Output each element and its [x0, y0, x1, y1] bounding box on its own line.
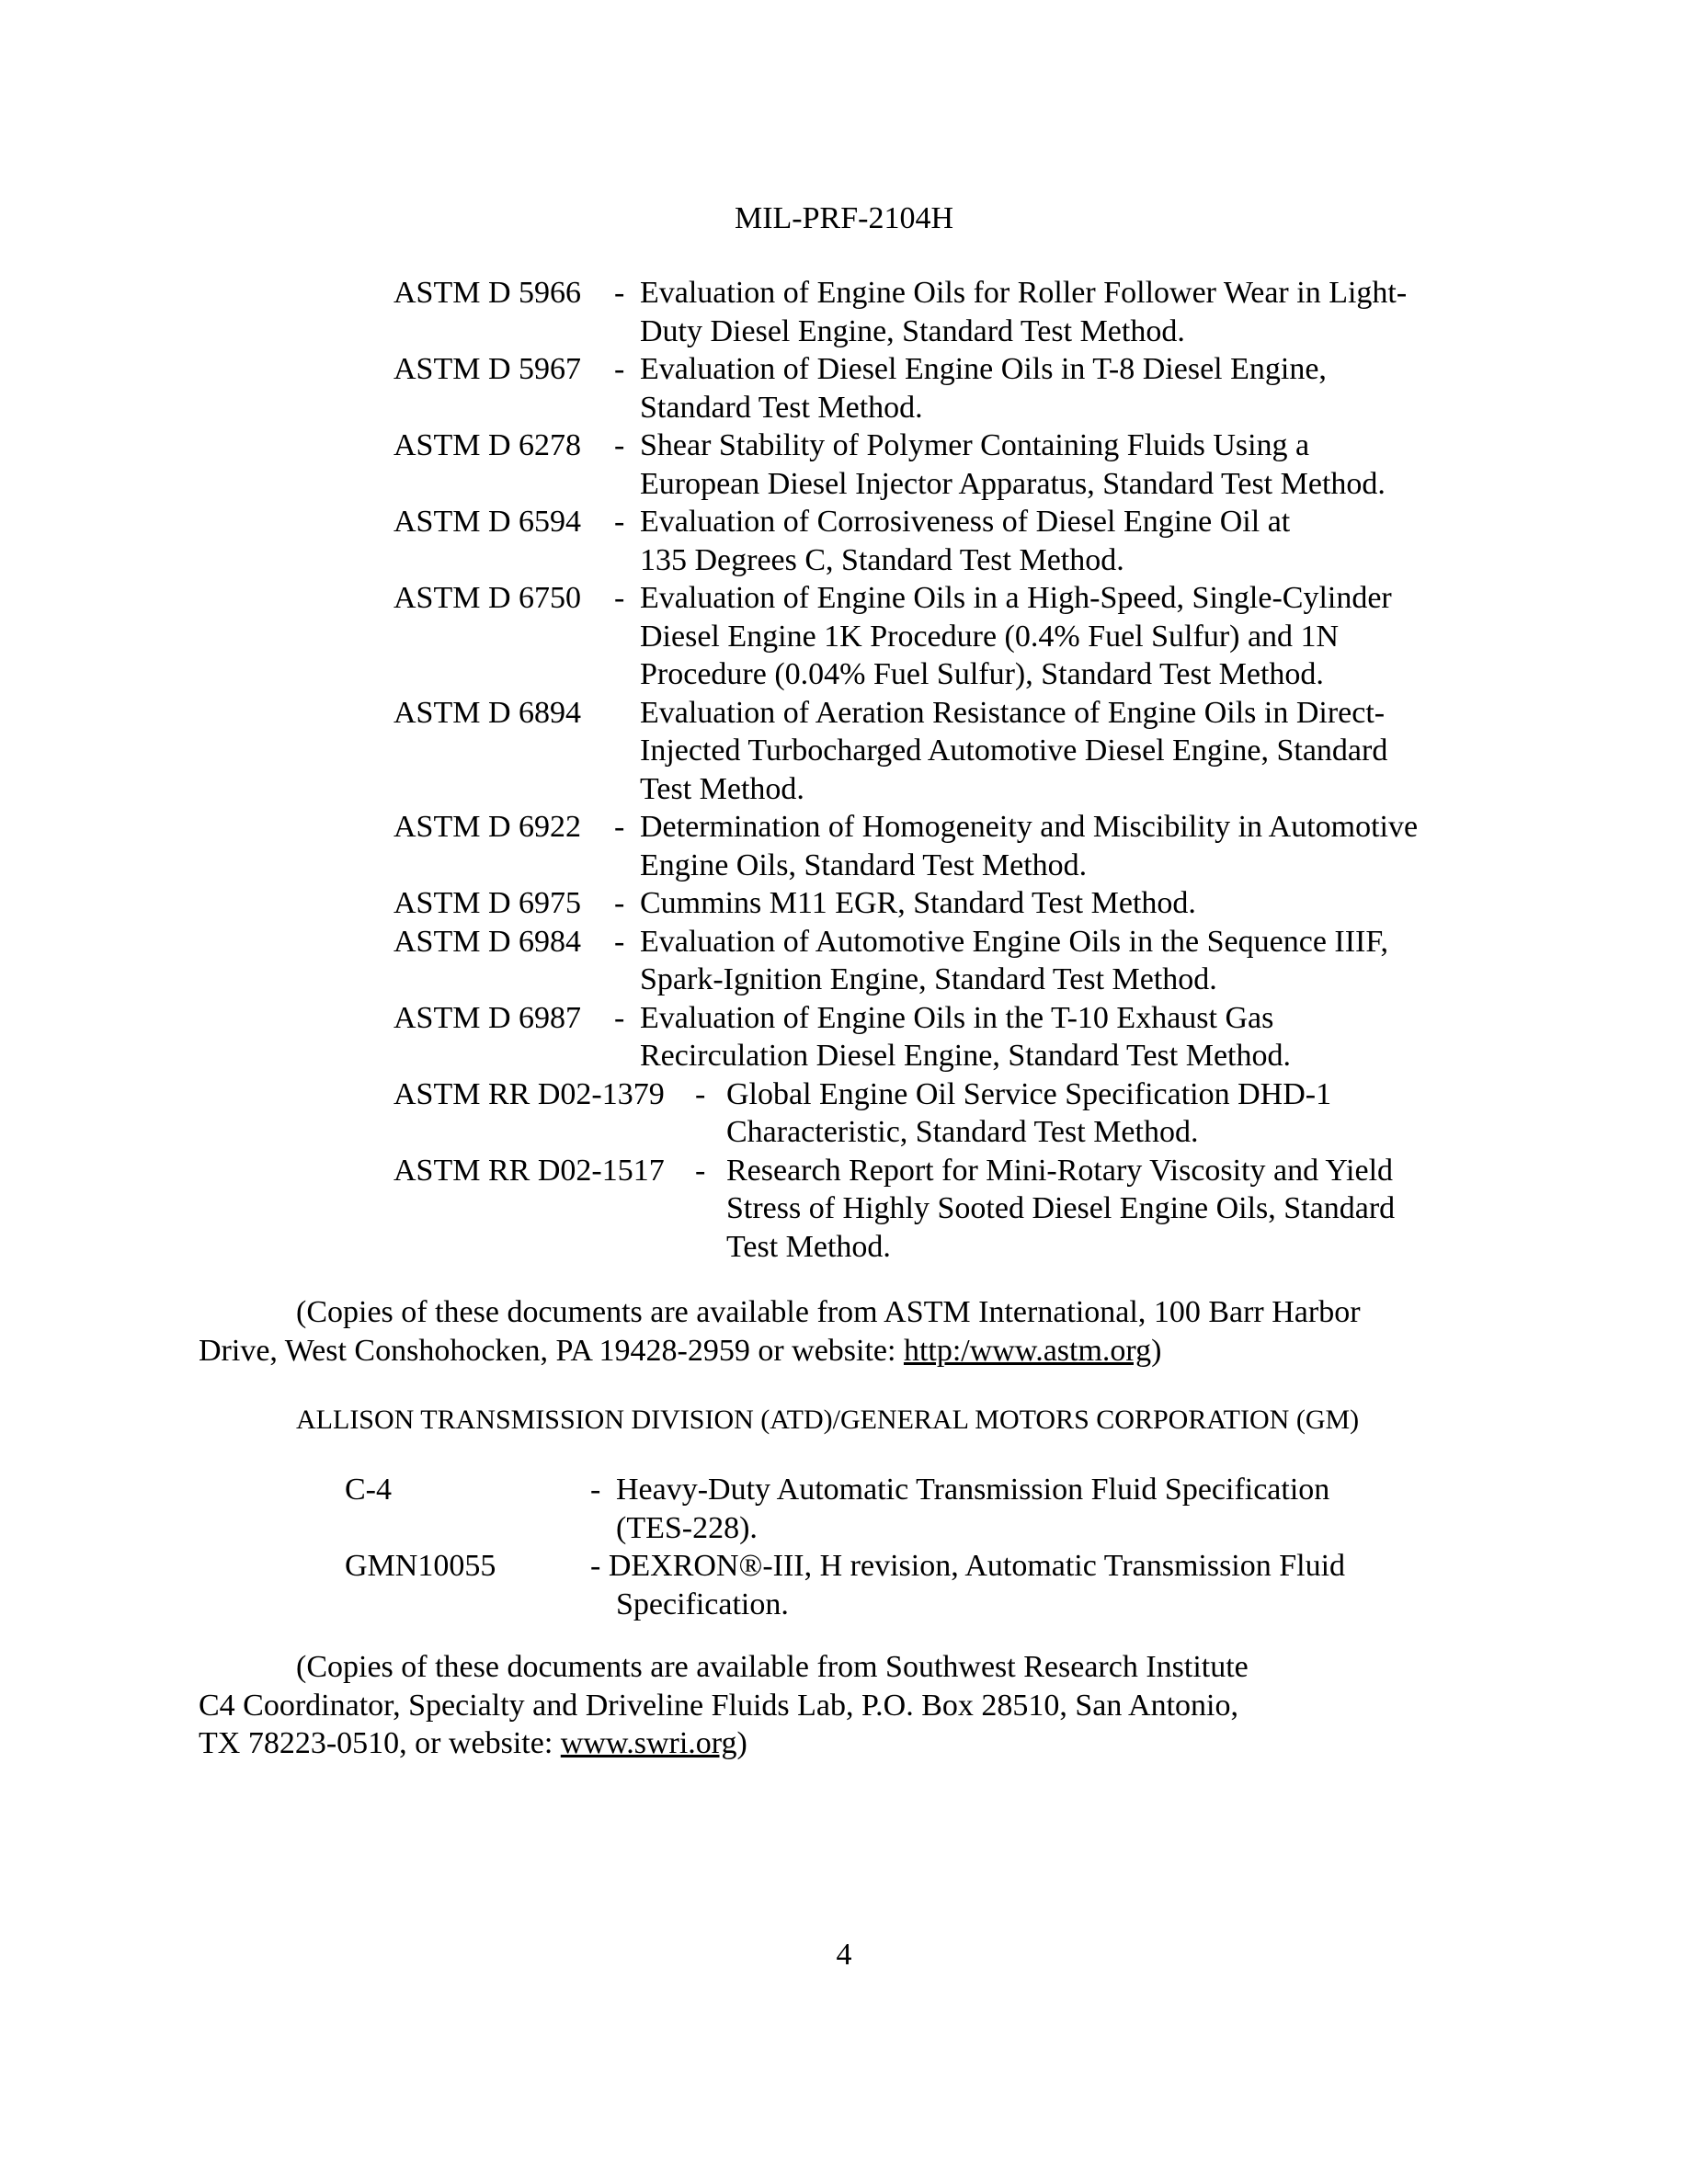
- reference-entry: [0, 579, 1688, 694]
- description-line: Evaluation of Corrosiveness of Diesel Engine Oil at: [640, 505, 1291, 539]
- description-line: 135 Degrees C, Standard Test Method.: [640, 542, 1124, 577]
- reference-code: ASTM D 6975: [393, 886, 582, 920]
- reference-entry: [0, 808, 1688, 884]
- reference-description: [640, 503, 1467, 579]
- reference-description: [640, 694, 1467, 809]
- reference-code: ASTM D 6987: [393, 1000, 582, 1035]
- reference-description: [640, 427, 1467, 503]
- reference-code: GMN10055: [345, 1549, 496, 1583]
- separator-dash: -: [695, 1076, 706, 1111]
- description-line: Determination of Homogeneity and Miscibility in Automotive: [640, 810, 1419, 844]
- description-line: Evaluation of Engine Oils in a High-Speed, Single-Cylinder: [640, 581, 1392, 615]
- separator-dash: -: [614, 1000, 625, 1035]
- reference-entry: [0, 694, 1688, 809]
- note-text: Drive, West Conshohocken, PA 19428-2959 or website:: [199, 1333, 904, 1368]
- reference-description: [640, 999, 1467, 1075]
- reference-description: [640, 274, 1467, 350]
- note-line: (Copies of these documents are available from ASTM International, 100 Barr Harbor: [296, 1295, 1361, 1329]
- reference-description: [640, 808, 1467, 884]
- separator-dash: -: [590, 1473, 601, 1507]
- reference-entry: [0, 1075, 1688, 1152]
- description-line: Stress of Highly Sooted Diesel Engine Oils, Standard: [726, 1191, 1396, 1225]
- reference-description: [640, 579, 1467, 694]
- description-line: (TES-228).: [616, 1510, 758, 1545]
- swri-website-link[interactable]: www.swri.org: [560, 1726, 737, 1760]
- description-line: Evaluation of Engine Oils for Roller Follower Wear in Light-: [640, 276, 1408, 310]
- description-line: Evaluation of Automotive Engine Oils in the Sequence IIIF,: [640, 924, 1389, 959]
- note-line: (Copies of these documents are available from Southwest Research Institute: [296, 1650, 1249, 1684]
- description-line: Shear Stability of Polymer Containing Fluids Using a: [640, 428, 1310, 462]
- reference-entry: [0, 350, 1688, 427]
- note-line: [199, 1724, 1688, 1763]
- description-line: European Diesel Injector Apparatus, Standard Test Method.: [640, 466, 1386, 501]
- reference-code: ASTM RR D02-1517: [393, 1153, 665, 1188]
- reference-code: ASTM RR D02-1379: [393, 1076, 665, 1111]
- reference-description: [640, 923, 1467, 999]
- reference-code: ASTM D 5966: [393, 276, 582, 310]
- reference-description: [640, 884, 1467, 923]
- swri-availability-note: [0, 1648, 1688, 1763]
- astm-website-link[interactable]: http:/www.astm.org: [903, 1333, 1152, 1368]
- description-line: Recirculation Diesel Engine, Standard Test Method.: [640, 1039, 1291, 1073]
- separator-dash: -: [614, 276, 625, 310]
- reference-code: C-4: [345, 1473, 392, 1507]
- reference-code: ASTM D 6594: [393, 505, 582, 539]
- astm-reference-list: [0, 274, 1688, 1266]
- description-line: Heavy-Duty Automatic Transmission Fluid Specification: [616, 1473, 1330, 1507]
- description-line: Injected Turbocharged Automotive Diesel Engine, Standard: [640, 734, 1388, 768]
- note-text: ): [736, 1726, 747, 1760]
- separator-dash: -: [614, 352, 625, 386]
- separator-dash: -: [614, 810, 625, 844]
- reference-description: [640, 350, 1467, 427]
- description-line: Evaluation of Diesel Engine Oils in T-8 Diesel Engine,: [640, 352, 1327, 386]
- document-id-header: MIL-PRF-2104H: [734, 201, 954, 235]
- reference-entry: [0, 999, 1688, 1075]
- reference-code: ASTM D 6278: [393, 428, 582, 462]
- separator-dash: -: [695, 1153, 706, 1188]
- separator-dash: -: [590, 1549, 601, 1583]
- description-line: Specification.: [616, 1587, 789, 1621]
- reference-entry: [0, 923, 1688, 999]
- reference-code: ASTM D 6984: [393, 924, 582, 959]
- reference-entry: [0, 427, 1688, 503]
- reference-entry: [0, 503, 1688, 579]
- reference-description: [616, 1471, 1443, 1547]
- reference-description: [726, 1075, 1462, 1152]
- description-line: Test Method.: [726, 1229, 891, 1264]
- description-text: DEXRON®-III, H revision, Automatic Transmission Fluid: [608, 1549, 1346, 1583]
- reference-description: [726, 1152, 1462, 1267]
- astm-availability-note: [0, 1293, 1688, 1370]
- note-text: ): [1151, 1333, 1162, 1368]
- separator-dash: -: [614, 505, 625, 539]
- description-line: Characteristic, Standard Test Method.: [726, 1115, 1199, 1149]
- section-heading: ALLISON TRANSMISSION DIVISION (ATD)/GENERAL MOTORS CORPORATION (GM): [296, 1405, 1360, 1435]
- description-line: Procedure (0.04% Fuel Sulfur), Standard Test Method.: [640, 657, 1324, 691]
- reference-code: ASTM D 6922: [393, 810, 582, 844]
- description-line: Evaluation of Engine Oils in the T-10 Exhaust Gas: [640, 1000, 1274, 1035]
- description-line: Duty Diesel Engine, Standard Test Method.: [640, 313, 1185, 348]
- description-line: Research Report for Mini-Rotary Viscosity and Yield: [726, 1153, 1394, 1188]
- separator-dash: -: [614, 886, 625, 920]
- reference-entry: [0, 274, 1688, 350]
- description-line: Diesel Engine 1K Procedure (0.4% Fuel Sulfur) and 1N: [640, 619, 1340, 654]
- page-number: 4: [836, 1938, 852, 1972]
- note-line: C4 Coordinator, Specialty and Driveline Fluids Lab, P.O. Box 28510, San Antonio,: [199, 1688, 1238, 1723]
- note-line: [199, 1332, 1688, 1371]
- description-line: Standard Test Method.: [640, 390, 923, 425]
- description-line: [590, 1547, 1418, 1586]
- description-line: Test Method.: [640, 771, 804, 806]
- reference-code: ASTM D 5967: [393, 352, 582, 386]
- separator-dash: -: [614, 581, 625, 615]
- description-line: Global Engine Oil Service Specification DHD-1: [726, 1076, 1332, 1111]
- description-line: Engine Oils, Standard Test Method.: [640, 847, 1088, 882]
- description-line: Evaluation of Aeration Resistance of Engine Oils in Direct-: [640, 695, 1386, 730]
- reference-entry: [0, 1152, 1688, 1267]
- gm-reference-list: [0, 1471, 1688, 1623]
- separator-dash: -: [614, 924, 625, 959]
- note-text: TX 78223-0510, or website:: [199, 1726, 561, 1760]
- reference-entry: [0, 1547, 1688, 1623]
- description-line: Cummins M11 EGR, Standard Test Method.: [640, 886, 1196, 920]
- reference-code: ASTM D 6750: [393, 581, 582, 615]
- description-line: Spark-Ignition Engine, Standard Test Method.: [640, 962, 1217, 996]
- separator-dash: -: [614, 428, 625, 462]
- reference-entry: [0, 1471, 1688, 1547]
- reference-entry: [0, 884, 1688, 923]
- reference-code: ASTM D 6894: [393, 695, 582, 730]
- reference-description: [590, 1547, 1418, 1623]
